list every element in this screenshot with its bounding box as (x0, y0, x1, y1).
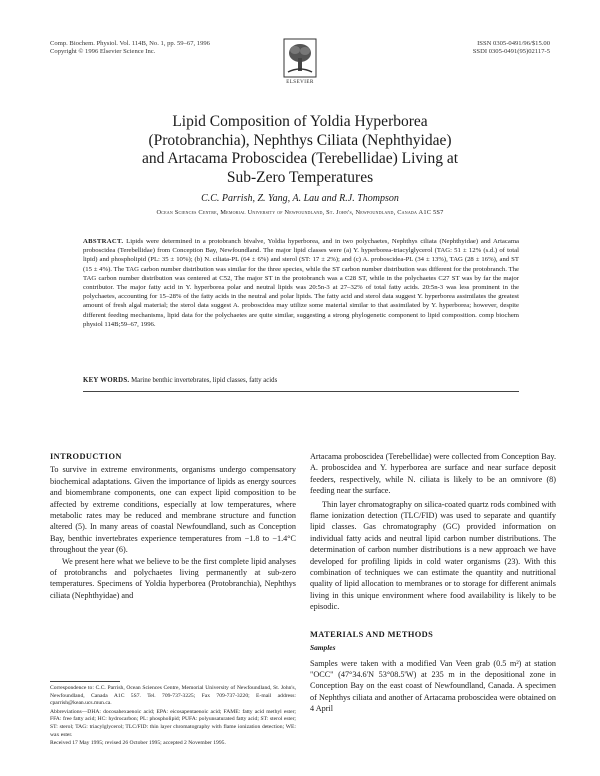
keywords (83, 377, 519, 384)
right-paragraph-2: Thin layer chromatography on silica-coated quartz rods combined with flame ionization detection (TLC/FID) was used to separate and quantify lipid classes. Gas chromatography (GC) provided information on individual fatty acids and neutral lipid carbon number distributions. The determination of carbon number distributions is a new approach we have developed for profiling lipids in cold water organisms (23). With this combination of techniques we can estimate the quantity and nutritional quality of lipid allocation to membranes or to storage for different animals living in this unique environment where food availability is likely to be episodic. (310, 499, 556, 612)
introduction-paragraph-2: We present here what we believe to be the first complete lipid analyses of protobranchs and polychaetes living permanently at sub-zero temperatures. Specimens of Yoldia hyperborea (Protobranchia), Nephthys ciliata (Nephthyidae) and (50, 556, 296, 600)
journal-citation (50, 40, 210, 56)
keywords-label: KEY WORDS. (83, 377, 130, 384)
introduction-paragraph-1: To survive in extreme environments, organisms undergo compensatory biochemical adaptations. Given the importance of lipids as energy sources and biomembrane components, one can expect lipid composition to be affected by extreme conditions, especially at low temperatures, where metabolic rates may be reduced and membrane structure and function altered (5). In many areas of coastal Newfoundland, such as Conception Bay, benthic invertebrates experience temperatures from −1.8 to −1.4°C throughout the year (6). (50, 465, 296, 555)
left-column (50, 451, 296, 601)
authors: C.C. Parrish, Z. Yang, A. Lau and R.J. Thompson (201, 193, 399, 204)
title-line-2: (Protobranchia), Nephthys Ciliata (Nephthyidae) (148, 131, 452, 149)
footnotes (50, 685, 296, 749)
introduction-heading: INTRODUCTION (50, 452, 122, 461)
journal-line: Comp. Biochem. Physiol. Vol. 114B, No. 1, pp. 59–67, 1996 (50, 40, 210, 47)
keywords-text: Marine benthic invertebrates, lipid classes, fatty acids (131, 377, 278, 384)
affiliation: Ocean Sciences Centre, Memorial University of Newfoundland, St. John's, Newfoundland, Canada A1C 5S7 (156, 209, 444, 216)
received-footnote: Received 17 May 1995; revised 26 October 1995; accepted 2 November 1995. (50, 740, 226, 747)
methods-heading: MATERIALS AND METHODS (310, 629, 434, 639)
abstract (83, 237, 519, 329)
copyright-line: Copyright © 1996 Elsevier Science Inc. (50, 48, 156, 55)
right-paragraph-1: Artacama proboscidea (Terebellidae) were collected from Conception Bay. A. proboscidea and Y. hyperborea are surface and near surface deposit feeders, respectively, while N. ciliata is likely to be an omnivore (8) feeding near the surface. (310, 452, 556, 496)
issn-block (408, 40, 550, 56)
correspondence-footnote: Correspondence to: C.C. Parrish, Ocean Sciences Centre, Memorial University of Newfoundland, St. John's, Newfoundland, Canada A1C 5S7. Tel. 709-737-3225; Fax 709-737-3220; E-mail address: cparrish@kean.ucs.mun.ca. (50, 685, 296, 707)
article-title (80, 113, 520, 187)
ssdi-line: SSDI 0305-0491(95)02117-5 (472, 48, 550, 55)
publisher-logo-text: ELSEVIER (286, 80, 314, 85)
samples-heading: Samples (310, 643, 336, 653)
samples-paragraph: Samples were taken with a modified Van Veen grab (0.5 m²) at station "OCC" (47°34.6'N 53°08.5'W) at 235 m in the depositional zone in Conception Bay on the east coast of Newfoundland, Canada. A specimen of Nephthys ciliata and another of Artacama proboscidea were obtained on 4 April (310, 658, 556, 714)
keywords-divider (83, 391, 519, 392)
abstract-text: Lipids were determined in a protobranch bivalve, Yoldia hyperborea, and in two polychaetes, Nephthys ciliata (Nephthyidae) and Artacama proboscidea (Terebellidae) from Conception Bay, Newfoundland. The major lipid classes were (a) Y. hyperborea-triacylglycerol (TAG: 51 ± 12% (s.d.) of total lipid) and phospholipid (PL: 35 ± 10%); (b) N. ciliata-PL (64 ± 6%) and sterol (ST: 17 ± 2%); and (c) A. proboscidea-PL (34 ± 13%), TAG (28 ± 16%), and ST (15 ± 4%). The TAG carbon number distribution was similar for the three species, while the ST carbon number distribution was different for the protobranch. The TAG carbon number distribution was centered at C52, The major ST in the protobranch was a C28 ST, while in the polychaetes C27 ST was by far the major contributor. The major fatty acid in Y. hyperborea polar and neutral lipids was 20:5n-3 at 27–32% of total fatty acids. 20:5n-3 was less prominent in the polychaetes, accounting for 15–28% of the fatty acids in the neutral and polar lipids. The fatty acid and sterol data suggest Y. hyperborea assimilates the greatest amount of fresh algal material; the sterol data suggest A. proboscidea may utilize some material similar to that assimilated by Y. hyperborea; however, despite different feeding mechanisms, lipid data for the polychaetes are quite similar, suggesting a strong phylogenetic component to lipid composition. comp biochem physiol 114B;59–67, 1996. (83, 238, 520, 328)
title-line-1: Lipid Composition of Yoldia Hyperborea (172, 113, 428, 130)
abstract-label: ABSTRACT. (83, 238, 124, 245)
footnote-divider (50, 681, 120, 682)
abbreviations-footnote: Abbreviations—DHA: docosahexaenoic acid; EPA: eicosapentaenoic acid; FAME: fatty acid methyl ester; FFA: free fatty acid; HC: hydrocarbon; PL: phospholipid; PUFA: polyunsaturated fatty acid; ST: sterol ester; ST: sterol; TAG: triacylglycerol; TLC/FID: thin layer chromatography with flame ionization detection; WE: wax ester. (50, 708, 296, 738)
title-line-3: and Artacama Proboscidea (Terebellidae) Living at (141, 150, 459, 167)
title-line-4: Sub-Zero Temperatures (226, 168, 374, 186)
elsevier-tree-logo-icon (283, 38, 317, 78)
right-column (310, 451, 556, 715)
issn-line: ISSN 0305-0491/96/$15.00 (477, 40, 550, 47)
